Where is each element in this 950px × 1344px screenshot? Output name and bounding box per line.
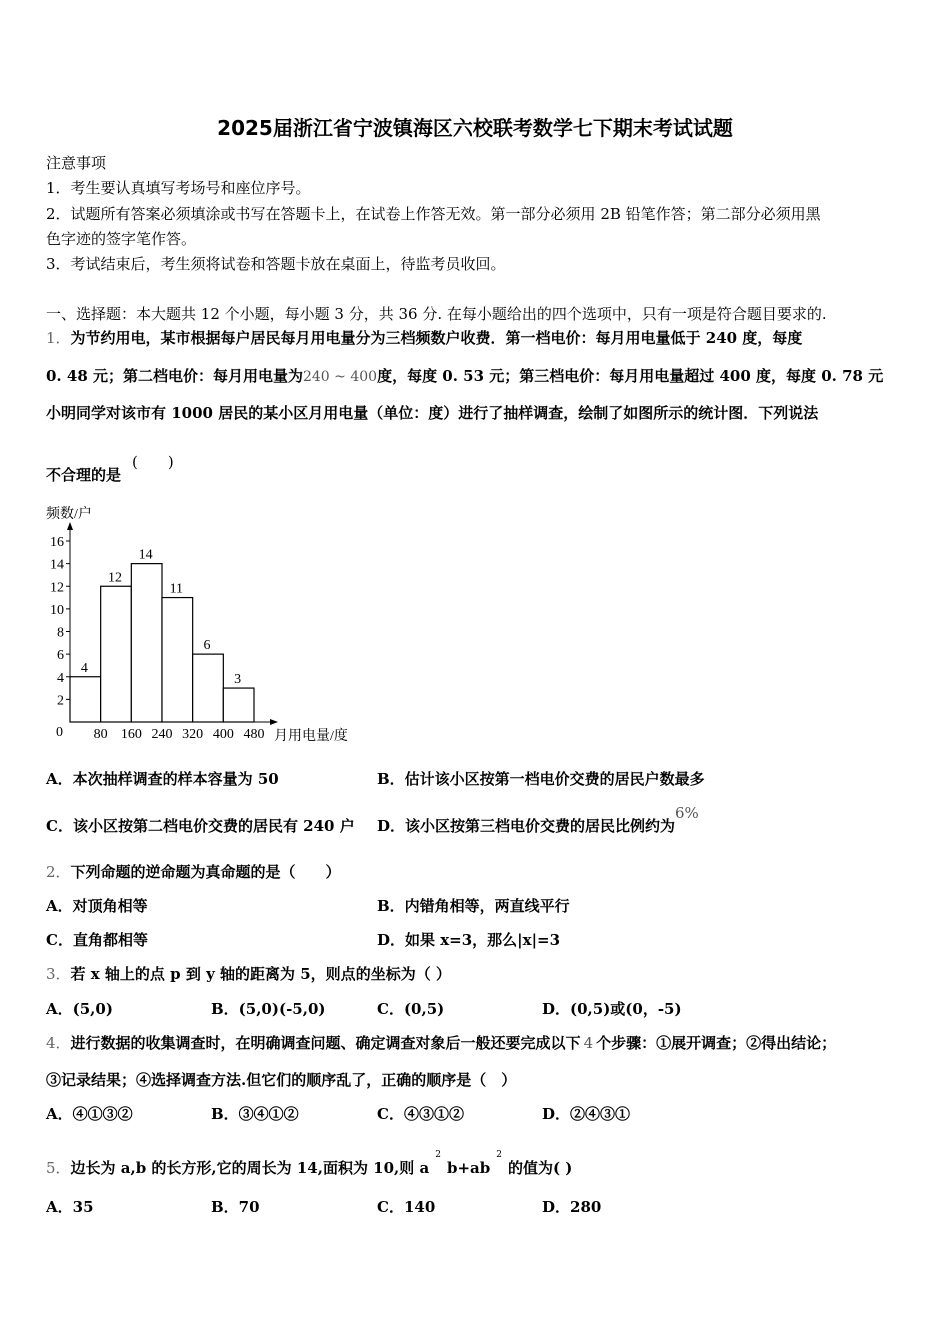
question-text: 度，每度 0. 53 元；第三档电价：每月用电量超过 400 度，每度 0. 78 元 bbox=[377, 367, 884, 385]
y-tick-label: 4 bbox=[57, 670, 64, 686]
y-tick-label: 8 bbox=[57, 625, 64, 641]
option-b[interactable]: B．(5,0)(-5,0) bbox=[211, 1000, 326, 1018]
option-b[interactable]: B．内错角相等，两直线平行 bbox=[377, 897, 570, 915]
question-text: 进行数据的收集调查时，在明确调查问题、确定调查对象后一般还要完成以下 bbox=[70, 1034, 581, 1052]
y-tick-label: 6 bbox=[57, 648, 64, 664]
option-a[interactable]: A．本次抽样调查的样本容量为 50 bbox=[46, 770, 279, 788]
option-b[interactable]: B．③④①② bbox=[211, 1105, 299, 1123]
question-number: 2． bbox=[46, 863, 71, 881]
option-d[interactable]: D．②④③① bbox=[542, 1105, 631, 1123]
option-a[interactable]: A．④①③② bbox=[46, 1105, 133, 1123]
histogram-bar bbox=[131, 564, 162, 722]
exponent: 2 bbox=[496, 1150, 502, 1160]
histogram-bar bbox=[162, 598, 193, 722]
bar-value-label: 6 bbox=[203, 638, 211, 654]
option-c[interactable]: C．④③①② bbox=[377, 1105, 464, 1123]
option-d[interactable] bbox=[377, 804, 699, 836]
x-tick-label: 320 bbox=[182, 727, 204, 742]
option-d[interactable]: D．如果 x=3，那么|x|=3 bbox=[377, 931, 561, 949]
exponent: 2 bbox=[435, 1150, 441, 1160]
option-d[interactable]: D．(0,5)或(0，-5) bbox=[542, 1000, 682, 1018]
question-1-line: 不合理的是 bbox=[46, 466, 122, 484]
option-c[interactable]: C．(0,5) bbox=[377, 1000, 445, 1018]
percent-formula: 6% bbox=[675, 804, 699, 822]
notice-item: 1．考生要认真填写考场号和座位序号。 bbox=[46, 179, 311, 197]
answer-paren: ( ) bbox=[132, 453, 174, 471]
option-b[interactable]: B．70 bbox=[211, 1198, 260, 1216]
question-4-line: ③记录结果；④选择调查方法.但它们的顺序乱了，正确的顺序是（ ） bbox=[46, 1071, 517, 1089]
x-tick-label: 160 bbox=[120, 727, 142, 742]
question-number: 4． bbox=[46, 1034, 71, 1052]
y-tick-label: 2 bbox=[57, 693, 64, 709]
x-tick-label: 80 bbox=[93, 727, 108, 742]
y-tick-label: 14 bbox=[50, 557, 64, 573]
section-heading: 一、选择题：本大题共 12 个小题，每小题 3 分，共 36 分. 在每小题给出的四个选项中，只有一项是符合题目要求的. bbox=[46, 305, 827, 323]
bar-value-label: 11 bbox=[169, 581, 184, 597]
question-2 bbox=[46, 861, 341, 882]
question-number: 3． bbox=[46, 965, 71, 983]
question-text: 的值为( ) bbox=[507, 1159, 573, 1177]
x-tick-label: 480 bbox=[243, 727, 265, 742]
notice-item: 2．试题所有答案必须填涂或书写在答题卡上，在试卷上作答无效。第一部分必须用 2B 铅笔作答；第二部分必须用黑 bbox=[46, 205, 821, 223]
question-5 bbox=[46, 1150, 572, 1178]
bar-value-label: 12 bbox=[108, 570, 122, 586]
option-text: D．该小区按第三档电价交费的居民比例约为 bbox=[377, 817, 676, 835]
question-text: b+ab bbox=[446, 1159, 491, 1177]
page-title: 2025届浙江省宁波镇海区六校联考数学七下期末考试试题 bbox=[217, 116, 733, 140]
histogram-bar bbox=[193, 654, 224, 722]
option-d[interactable]: D．280 bbox=[542, 1198, 602, 1216]
step-count: 4 bbox=[583, 1034, 594, 1052]
option-c[interactable]: C．该小区按第二档电价交费的居民有 240 户 bbox=[46, 817, 355, 835]
y-tick-label: 10 bbox=[50, 602, 64, 618]
histogram-bar bbox=[223, 688, 254, 722]
notice-heading: 注意事项 bbox=[46, 154, 107, 172]
question-1-line: 小明同学对该市有 1000 居民的某小区月用电量（单位：度）进行了抽样调查，绘制了如图所示的统计图．下列说法 bbox=[46, 404, 819, 422]
question-text: 若 x 轴上的点 p 到 y 轴的距离为 5，则点的坐标为（ ） bbox=[70, 965, 451, 983]
range-formula: 240 ~ 400 bbox=[302, 369, 378, 385]
option-a[interactable]: A．对顶角相等 bbox=[46, 897, 148, 915]
option-a[interactable]: A．35 bbox=[46, 1198, 94, 1216]
question-number: 1． bbox=[46, 329, 71, 347]
y-tick-label: 16 bbox=[50, 535, 64, 550]
bar-value-label: 3 bbox=[234, 672, 242, 688]
option-a[interactable]: A．(5,0) bbox=[46, 1000, 113, 1018]
y-tick-label: 12 bbox=[50, 580, 64, 596]
question-text: 下列命题的逆命题为真命题的是（ ） bbox=[70, 863, 341, 881]
origin-label: 0 bbox=[56, 725, 63, 740]
y-axis-arrow bbox=[67, 522, 73, 530]
x-tick-label: 400 bbox=[212, 727, 234, 742]
question-text: 个步骤：①展开调查；②得出结论； bbox=[596, 1034, 837, 1052]
question-1-line bbox=[46, 327, 802, 348]
option-b[interactable]: B．估计该小区按第一档电价交费的居民户数最多 bbox=[377, 770, 705, 788]
question-text: 0. 48 元；第二档电价：每月用电量为 bbox=[46, 367, 303, 385]
x-axis-label: 月用电量/度 bbox=[274, 729, 348, 744]
option-c[interactable]: C．140 bbox=[377, 1198, 436, 1216]
question-text: 边长为 a,b 的长方形,它的周长为 14,面积为 10,则 a bbox=[70, 1159, 430, 1177]
y-axis-label: 频数/户 bbox=[46, 507, 92, 522]
x-axis-arrow bbox=[270, 719, 278, 725]
notice-item: 3．考试结束后，考生须将试卷和答题卡放在桌面上，待监考员收回。 bbox=[46, 255, 506, 273]
question-3 bbox=[46, 963, 451, 984]
x-tick-label: 240 bbox=[151, 727, 173, 742]
notice-item: 色字迹的签字笔作答。 bbox=[46, 230, 197, 248]
question-number: 5． bbox=[46, 1159, 71, 1177]
histogram-bar bbox=[70, 677, 101, 722]
option-c[interactable]: C．直角都相等 bbox=[46, 931, 148, 949]
histogram-bar bbox=[101, 586, 132, 722]
histogram-chart bbox=[40, 500, 370, 745]
question-1-line bbox=[46, 365, 883, 386]
question-4-line bbox=[46, 1032, 836, 1053]
question-text: 为节约用电，某市根据每户居民每月用电量分为三档频数户收费．第一档电价：每月用电量低于 240 度，每度 bbox=[70, 329, 803, 347]
bar-value-label: 14 bbox=[138, 547, 153, 563]
bar-value-label: 4 bbox=[80, 660, 88, 676]
